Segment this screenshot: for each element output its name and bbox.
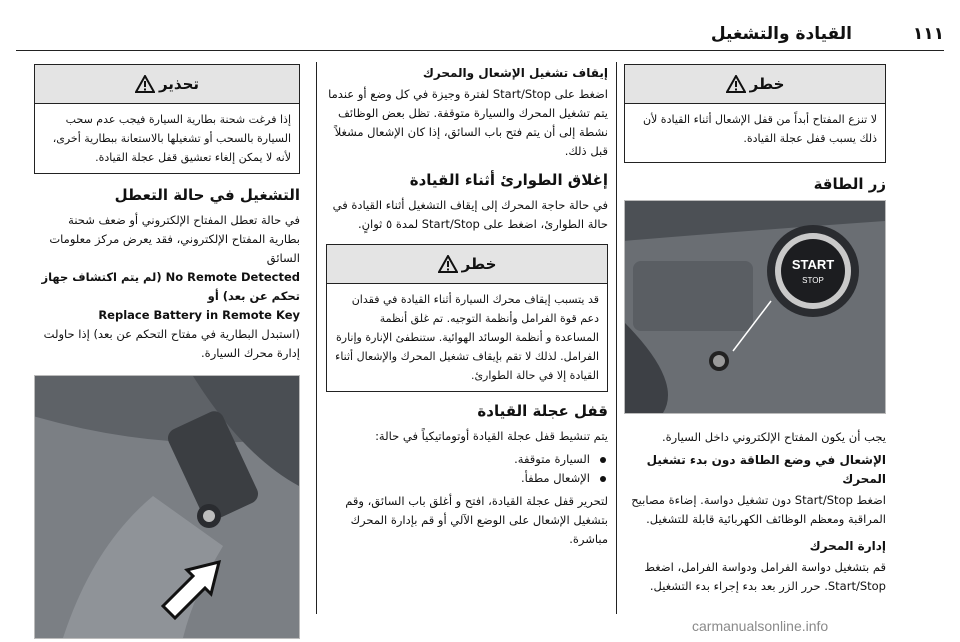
left-column xyxy=(34,64,300,639)
paragraph: في حالة حاجة المحرك إلى إيقاف التشغيل أثناء القيادة في حالة الطوارئ، اضغط على Start/Stop لمدة ٥ ثوانٍ. xyxy=(332,198,608,231)
paragraph xyxy=(34,268,300,306)
message-text: Replace Battery in Remote Key xyxy=(98,308,300,322)
caution-box xyxy=(34,64,300,174)
paragraph: يتم تنشيط قفل عجلة القيادة أوتوماتيكياً في حالة: xyxy=(375,429,608,443)
caution-box-title: تحذير xyxy=(158,74,200,93)
subheading: إدارة المحرك xyxy=(809,539,886,553)
start-stop-photo xyxy=(624,200,886,414)
section-title: التشغيل في حالة التعطل xyxy=(114,186,300,204)
middle-column xyxy=(326,64,608,549)
page-header xyxy=(16,24,944,48)
list-item: الإشعال مطفأ. xyxy=(326,469,590,488)
message-text: No Remote Detected xyxy=(165,270,300,284)
danger-box-text: لا تنزع المفتاح أبداً من قفل الإشعال أثناء القيادة لأن ذلك يسبب قفل عجلة القيادة. xyxy=(642,113,877,145)
warning-triangle-icon xyxy=(726,75,746,93)
header-divider xyxy=(16,50,944,51)
subheading: إيقاف تشغيل الإشعال والمحرك xyxy=(422,66,608,80)
start-label: START xyxy=(791,257,835,272)
paragraph: يجب أن يكون المفتاح الإلكتروني داخل السيارة. xyxy=(661,430,886,444)
watermark: carmanualsonline.info xyxy=(692,618,829,634)
subheading: الإشعال في وضع الطاقة دون بدء تشغيل المحرك xyxy=(646,453,886,486)
caution-box-text: إذا فرغت شحنة بطارية السيارة فيجب عدم سحب السيارة بالسحب أو تشغيلها بالاستعانة ببطارية أخرى، لأنه لا يمكن إلغاء تعشيق قفل عجلة القيادة. xyxy=(52,113,291,164)
page-number: ١١١ xyxy=(912,24,944,44)
danger-box-header xyxy=(327,245,607,284)
section-title: قفل عجلة القيادة xyxy=(477,402,608,420)
remote-key-photo xyxy=(34,375,300,639)
message-translation: (لم يتم اكتشاف جهاز تحكم عن بعد) أو xyxy=(41,270,300,303)
caution-box-header xyxy=(35,65,299,104)
warning-triangle-icon xyxy=(438,255,458,273)
right-column xyxy=(624,64,886,596)
danger-box-title: خطر xyxy=(461,254,497,273)
paragraph: اضغط على Start/Stop لفترة وجيزة في كل وضع أو عندما يتم تشغيل المحرك والسيارة متوقفة. تظل بعض الوظائف نشطة إلى أن يتم فتح باب السائق، إذا كان الإشعال مشغلاً قبل ذلك. xyxy=(328,87,608,158)
column-divider xyxy=(616,62,617,614)
paragraph: اضغط Start/Stop دون تشغيل دواسة. إضاءة مصابيح المراقبة ومعظم الوظائف الكهربائية قابلة للتشغيل. xyxy=(631,493,886,526)
chapter-title: القيادة والتشغيل xyxy=(710,24,852,44)
bullet-list xyxy=(326,450,608,488)
section-title: زر الطاقة xyxy=(813,175,886,193)
danger-box xyxy=(624,64,886,163)
danger-box-header xyxy=(625,65,885,104)
danger-box-text: قد يتسبب إيقاف محرك السيارة أثناء القيادة في فقدان دعم قوة الفرامل وأنظمة التوجيه. تم غلق أنظمة المساعدة و أنظمة الوسائد الهوائية. ستنطفئ الإنارة وإنارة الفرامل. لذلك لا تقم بإيقاف تشغيل المحرك والإشعال أثناء القيادة إلا في حالة الطوارئ. xyxy=(335,293,599,382)
stop-label: STOP xyxy=(802,276,824,285)
column-divider xyxy=(316,62,317,614)
message-translation: (استبدل البطارية في مفتاح التحكم عن بعد) إذا حاولت إدارة محرك السيارة. xyxy=(43,327,300,360)
paragraph: لتحرير قفل عجلة القيادة، افتح و أغلق باب السائق، وقم بتشغيل الإشعال على الوضع الآلي أو قم بإدارة المحرك مباشرة. xyxy=(345,494,608,546)
list-item: السيارة متوقفة. xyxy=(326,450,590,469)
section-title: إغلاق الطوارئ أثناء القيادة xyxy=(409,171,608,189)
warning-triangle-icon xyxy=(135,75,155,93)
danger-box xyxy=(326,244,608,392)
paragraph: في حالة تعطل المفتاح الإلكتروني أو ضعف شحنة بطارية المفتاح الإلكتروني، فقد يعرض مركز معلومات السائق xyxy=(49,213,300,265)
paragraph: قم بتشغيل دواسة الفرامل ودواسة الفرامل، اضغط Start/Stop. حرر الزر بعد بدء إجراء بدء التشغيل. xyxy=(644,560,886,593)
danger-box-title: خطر xyxy=(749,74,785,93)
